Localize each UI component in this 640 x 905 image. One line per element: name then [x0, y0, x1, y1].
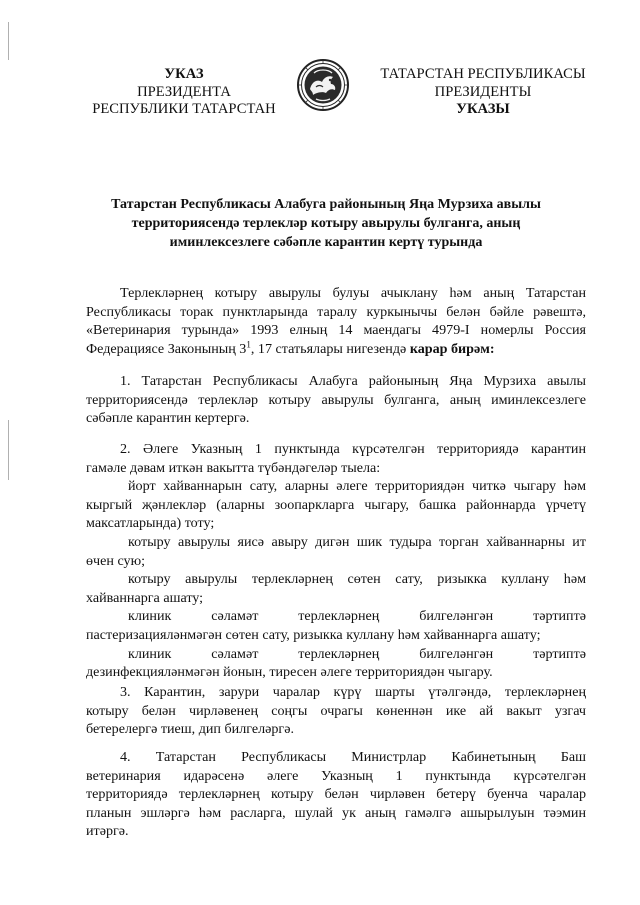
header-left-line-3: РЕСПУБЛИКИ ТАТАРСТАН: [92, 101, 276, 117]
title-line: территориясендә терлекләр котыру авырулы булганга, аның: [131, 216, 521, 231]
body-line: котыру белән чирләвенең соңгы очрагы көненнән ике ай вакыт узгач: [86, 702, 586, 719]
point-2-paragraph: [86, 440, 586, 682]
point-1-paragraph: [86, 372, 586, 428]
body-line: клиник сәламәт терлекләрнең билгеләнгән тәртиптә: [128, 608, 586, 625]
body-line: 2. Әлеге Указның 1 пунктында күрсәтелгән территориядә карантин: [120, 441, 586, 457]
body-line: территориясендә терлекләр котыру авырулы булганга, аның иминлексезлеге: [86, 391, 586, 408]
header-right-line-2: ПРЕЗИДЕНТЫ: [434, 83, 532, 100]
body-line: гамәле дәвам иткән вакытта түбәндәгеләр тыела:: [86, 459, 381, 476]
header-right-line-3: УКАЗЫ: [456, 101, 510, 117]
body-line: Терлекләрнең котыру авырулы булуы ачыклану һәм аның Татарстан: [120, 285, 586, 301]
body-line: хайваннарга ашату;: [86, 589, 204, 606]
article-superscript: 1: [246, 339, 251, 350]
header-left-line-1: УКАЗ: [164, 66, 204, 82]
header-right-tatar: [376, 66, 590, 119]
header-left-russian: [84, 66, 284, 119]
body-line: дезинфекцияләнмәгән йонын, тиресен әлеге территориядән чыгару.: [86, 664, 493, 681]
body-line: йорт хайваннарын сату, аларны әлеге территориядән читкә чыгару һәм: [128, 478, 586, 495]
header-left-line-2: ПРЕЗИДЕНТА: [137, 83, 231, 100]
body-line: 3. Карантин, зарури чаралар күрү шарты үтәлгәндә, терлекләрнең: [120, 684, 586, 700]
body-line: территориядә терлекләрнең котыру белән чирләвен бетерү буенча чаралар: [86, 786, 586, 803]
scan-edge-mark: [8, 420, 9, 480]
header-right-line-1: ТАТАРСТАН РЕСПУБЛИКАСЫ: [380, 66, 586, 82]
body-line: «Ветеринария турында» 1993 елның 14 маендагы 4979-I номерлы Россия: [86, 322, 586, 339]
intro-paragraph: [86, 284, 586, 358]
body-line: Республикасы торак пунктларында таралу куркынычы белән бәйле рәвештә,: [86, 303, 586, 320]
body-line: 4. Татарстан Республикасы Министрлар Кабинетының Баш: [120, 749, 586, 765]
coat-of-arms-emblem-icon: [296, 57, 350, 113]
body-line: 1. Татарстан Республикасы Алабуга районының Яңа Мурзиха авылы: [120, 373, 586, 389]
body-line: планын эшләргә һәм расларга, шулай ук аның гамәлгә ашырылуын тәэмин: [86, 804, 586, 821]
body-line: котыру авырулы терлекләрнең сөтен сату, ризыкка куллану һәм: [128, 571, 586, 588]
body-line: ветеринария идарәсенә әлеге Указның 1 пунктында күрсәтелгән: [86, 767, 586, 784]
point-3-paragraph: [86, 683, 586, 739]
title-line: иминлексезлеге сәбәпле карантин кертү турында: [169, 235, 483, 250]
title-line: Татарстан Республикасы Алабуга районының Яңа Мурзиха авылы: [111, 197, 541, 212]
body-line: [86, 340, 586, 359]
decree-title: [86, 195, 566, 252]
body-line: сәбәпле карантин кертергә.: [86, 410, 250, 427]
body-line: өчен сую;: [86, 552, 146, 569]
body-line: котыру авырулы яисә авыру дигән шик тудыра торган хайваннарны ит: [128, 533, 586, 550]
point-4-paragraph: [86, 748, 586, 841]
body-line: итәргә.: [86, 823, 129, 840]
body-line: пастеризацияләнмәгән сөтен сату, ризыкка куллану һәм хайваннарга ашату;: [86, 626, 541, 643]
scan-edge-mark: [8, 22, 9, 60]
law-reference: Федерациясе Законының 3: [86, 340, 247, 357]
decision-phrase: карар бирәм:: [409, 340, 495, 357]
body-line: бетерелергә тиеш, дип билгеләргә.: [86, 721, 294, 738]
body-line: максатларында) тоту;: [86, 515, 215, 532]
body-line: клиник сәламәт терлекләрнең билгеләнгән тәртиптә: [128, 645, 586, 662]
law-reference-tail: , 17 статьялары нигезендә: [250, 340, 410, 357]
body-line: кыргый җәнлекләр (аларны зоопаркларга чыгару, башка районнарда үрчетү: [86, 496, 586, 513]
